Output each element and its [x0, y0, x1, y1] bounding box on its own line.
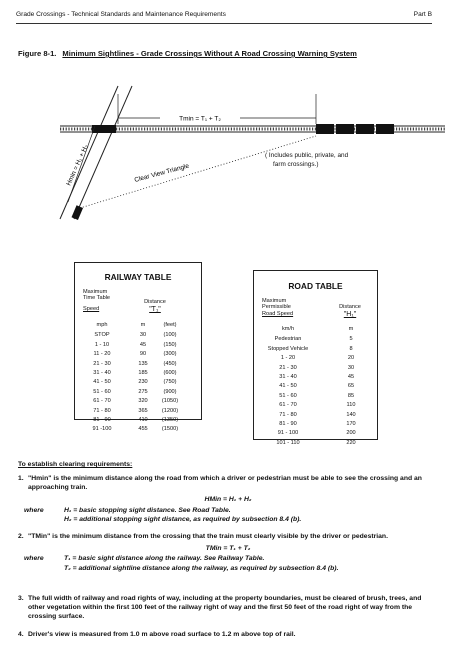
tmin-label: Tmin = T₁ + T₂	[179, 115, 221, 123]
table-row: 91 - 100 200	[277, 430, 356, 437]
railway-table	[74, 262, 202, 433]
crossing-note	[265, 152, 348, 169]
table-row: Pedestrian 5	[274, 336, 353, 343]
table-row: 31 - 40 45	[279, 373, 355, 380]
car	[72, 205, 84, 220]
formula-hmin: HMin = H₁ + H₂	[204, 496, 252, 504]
definition: H₂ = additional stopping sight distance, as required by subsection 8.4 (b).	[64, 515, 302, 523]
road-col2-head: Distance "H₁"	[339, 304, 361, 318]
train-car-2	[336, 124, 354, 134]
train-car-4	[376, 124, 394, 134]
table-row: 51 - 60 85	[279, 392, 355, 399]
diagram-svg	[40, 74, 450, 234]
figure-caption	[18, 49, 357, 58]
sightline-diagram	[40, 74, 450, 234]
railway-col2-head: Distance "T₁"	[144, 299, 166, 313]
table-row: 1 - 20 20	[280, 355, 355, 362]
page-header	[16, 11, 432, 18]
road-rows	[254, 325, 377, 448]
table-row: 101 - 110 220	[276, 439, 356, 446]
road-table-title: ROAD TABLE	[288, 281, 343, 291]
railway-units-row: mph m (feet)	[96, 322, 177, 328]
requirement-item-1: 1. "Hmin" is the minimum distance along the road from which a driver or pedestrian must be able to see the crossing and an approaching train. HMin = H₁ + H₂ where H₁ = basic stopping sight distance. See Road Table. H₂ = additional stopping sight distance, as required by subsection 8.4 (b).	[18, 474, 438, 524]
crossing-surface	[92, 125, 116, 133]
road-units-row: km/h m	[281, 326, 354, 332]
formula-tmin: TMin = T₁ + T₂	[205, 545, 251, 553]
figure-number: Figure 8-1.	[18, 49, 57, 58]
railway-table-title: RAILWAY TABLE	[104, 272, 172, 282]
table-row: 21 - 30 30	[279, 364, 355, 371]
table-row: STOP 30 (100)	[94, 332, 177, 339]
note-line: ( Includes public, private, and	[265, 152, 349, 159]
table-row: 71 - 80 365 (1200)	[93, 407, 179, 414]
train-car-1	[316, 124, 334, 134]
header-title: Grade Crossings - Technical Standards and Maintenance Requirements	[16, 11, 226, 18]
table-row: 81 - 90 170	[279, 420, 356, 427]
definition: T₁ = basic sight distance along the railway. See Railway Table.	[64, 555, 265, 563]
table-row: 51 - 60 275 (900)	[93, 388, 177, 395]
table-row: 61 - 70 320 (1050)	[93, 398, 179, 405]
definition: T₂ = additional sightline distance along the railway, as required by subsection 8.4 (b).	[64, 564, 339, 572]
railway-rows	[75, 321, 201, 435]
road-table	[253, 270, 378, 446]
clear-view-sightline	[80, 136, 316, 208]
table-row: 41 - 50 230 (750)	[93, 379, 177, 386]
header-rule	[16, 23, 432, 24]
triangle-label: Clear View Triangle	[133, 162, 190, 184]
table-row: 41 - 50 65	[279, 383, 355, 390]
table-row: 81 - 90 410 (1350)	[93, 416, 179, 423]
railway-col1-head: Maximum Time Table Speed	[83, 289, 111, 312]
table-row: 11 - 20 90 (300)	[93, 351, 177, 358]
requirement-item-2: 2. "TMin" is the minimum distance from the crossing that the train must clearly visible by the driver or pedestrian. TMin = T₁ + T₂ where T₁ = basic sight distance along the railway. See Railway Table. T₂ = additional sightline distance along the railway, as required by subsection 8.4 (b).	[18, 532, 438, 573]
table-row: 91 -100 455 (1500)	[92, 426, 179, 433]
requirement-item-4: 4. Driver's view is measured from 1.0 m above road surface to 1.2 m above top of rail.	[18, 631, 296, 638]
table-row: 61 - 70 110	[279, 402, 356, 409]
table-row: Stopped Vehicle 8	[267, 345, 353, 352]
table-row: 21 - 30 135 (450)	[93, 360, 177, 367]
definition: H₁ = basic stopping sight distance. See Road Table.	[64, 506, 231, 514]
table-row: 71 - 80 140	[279, 411, 356, 418]
header-part: Part B	[413, 11, 432, 18]
train-car-3	[356, 124, 374, 134]
hmin-label: Hmin = H₁ + H₂	[65, 143, 90, 187]
requirement-item-3: 3. The full width of railway and road rights of way, including at the property boundaries, must be cleared of brush, trees, and other vegetation within the first 100 feet of the railway right of way and the first 50 feet of the road right of way from the crossing surface.	[18, 595, 422, 621]
table-row: 31 - 40 185 (600)	[93, 369, 177, 376]
note-line: farm crossings.)	[273, 160, 319, 168]
table-row: 1 - 10 45 (150)	[94, 341, 177, 348]
requirements-heading: To establish clearing requirements:	[18, 461, 133, 468]
figure-title: Minimum Sightlines - Grade Crossings Without A Road Crossing Warning System	[62, 49, 357, 58]
road-col1-head: Maximum Permissible Road Speed	[262, 298, 294, 317]
